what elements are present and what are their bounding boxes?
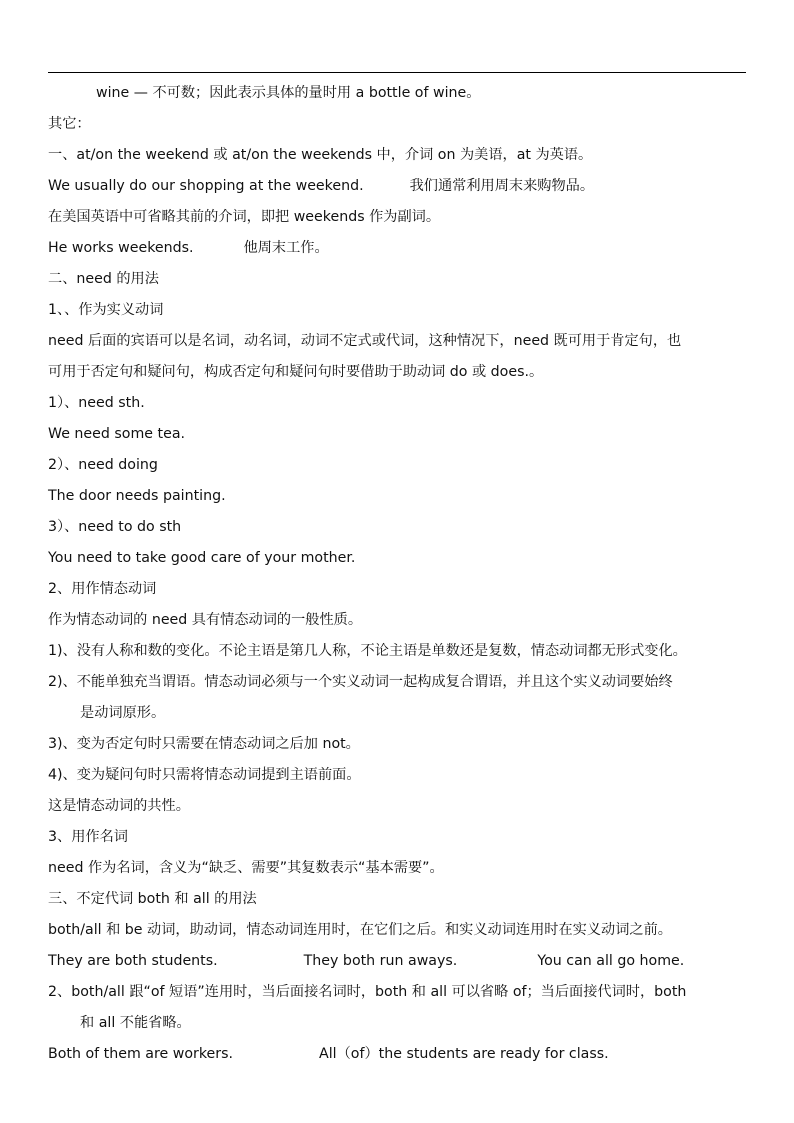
list-item: 4)、变为疑问句时只需将情态动词提到主语前面。 (48, 767, 361, 783)
list-item: 3）、need to do sth (48, 519, 182, 535)
example-chinese: 他周末工作。 (243, 240, 329, 256)
example-line: We need some tea. (48, 426, 186, 442)
example-line (48, 171, 748, 202)
section-heading: 一、at/on the weekend 或 at/on the weekends 中，介词 on 为美语，at 为英语。 (48, 147, 593, 163)
section-heading: 二、need 的用法 (48, 271, 159, 287)
example-line (48, 1039, 748, 1070)
example-line (48, 946, 748, 977)
text-line: both/all 和 be 动词，助动词，情态动词连用时，在它们之后。和实义动词连用时在实义动词之前。 (48, 922, 672, 938)
example-english: All（of）the students are ready for class. (319, 1046, 609, 1062)
document-body (48, 78, 748, 1070)
example-english: We usually do our shopping at the weekend. (48, 178, 364, 194)
text-line: 其它： (48, 116, 91, 132)
example-line: The door needs painting. (48, 488, 226, 504)
text-line: 可用于否定句和疑问句，构成否定句和疑问句时要借助于助动词 do 或 does.。 (48, 364, 544, 380)
list-item-continuation: 是动词原形。 (80, 705, 166, 721)
text-line: wine — 不可数；因此表示具体的量时用 a bottle of wine。 (96, 85, 481, 101)
text-line: 这是情态动词的共性。 (48, 798, 190, 814)
section-heading: 三、不定代词 both 和 all 的用法 (48, 891, 257, 907)
text-line: need 作为名词，含义为“缺乏、需要”其复数表示“基本需要”。 (48, 860, 444, 876)
text-line: 作为情态动词的 need 具有情态动词的一般性质。 (48, 612, 363, 628)
example-english: He works weekends. (48, 240, 194, 256)
list-item: 2、both/all 跟“of 短语”连用时，当后面接名词时，both 和 all 可以省略 of；当后面接代词时，both (48, 984, 687, 1000)
list-item: 3)、变为否定句时只需要在情态动词之后加 not。 (48, 736, 360, 752)
subsection-heading: 3、用作名词 (48, 829, 128, 845)
example-line: You need to take good care of your mother. (48, 550, 356, 566)
list-item: 1)、没有人称和数的变化。不论主语是第几人称，不论主语是单数还是复数，情态动词都无形式变化。 (48, 643, 687, 659)
list-item: 1）、need sth. (48, 395, 145, 411)
example-english: You can all go home. (537, 953, 685, 969)
list-item: 2）、need doing (48, 457, 158, 473)
text-line: 在美国英语中可省略其前的介词，即把 weekends 作为副词。 (48, 209, 441, 225)
example-english: They both run aways. (303, 953, 458, 969)
example-line (48, 233, 748, 264)
example-chinese: 我们通常利用周末来购物品。 (409, 178, 595, 194)
subsection-heading: 1、、作为实义动词 (48, 302, 164, 318)
header-rule (48, 72, 746, 73)
list-item-continuation: 和 all 不能省略。 (80, 1015, 191, 1031)
example-english: Both of them are workers. (48, 1046, 234, 1062)
example-english: They are both students. (48, 953, 218, 969)
subsection-heading: 2、用作情态动词 (48, 581, 157, 597)
text-line: need 后面的宾语可以是名词，动名词，动词不定式或代词，这种情况下，need 既可用于肯定句，也 (48, 333, 682, 349)
list-item: 2)、不能单独充当谓语。情态动词必须与一个实义动词一起构成复合谓语，并且这个实义动词要始终 (48, 674, 673, 690)
